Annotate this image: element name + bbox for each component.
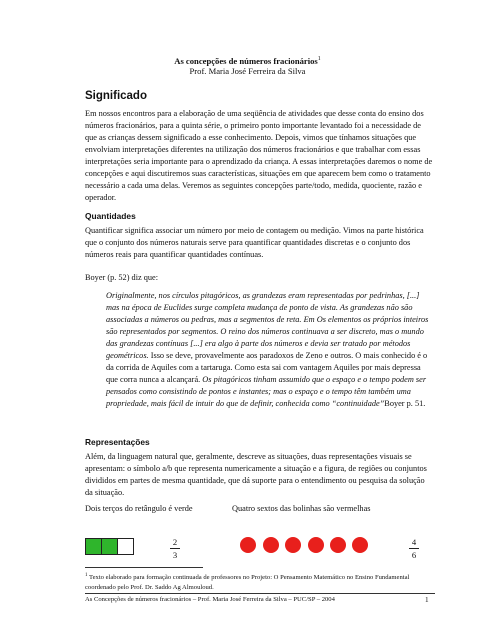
- red-ball: [352, 537, 368, 553]
- rectangle-part-2: [101, 538, 118, 555]
- right-figure-caption: Quatro sextos das bolinhas são vermelhas: [232, 504, 371, 513]
- red-ball: [263, 537, 279, 553]
- page-number: 1: [425, 596, 429, 604]
- boyer-quote: [106, 290, 432, 410]
- fraction-bar: [409, 548, 419, 549]
- red-ball: [330, 537, 346, 553]
- section-heading-representacoes: Representações: [85, 437, 150, 447]
- red-ball: [285, 537, 301, 553]
- intro-paragraph: Em nossos encontros para a elaboração de uma seqüência de atividades que desse conta do ensino dos números fracionários, para a quinta série, o primeiro ponto importante levantado foi a necessidade de que as crianças dessem significado a esse conhecimento. Depois, vimos que tínhamos situações que envolviam interpretações diferentes na utilização dos números fracionários e que trabalhar com essas interpretações seria importante para o aprendizado da criança. A essas interpretações daremos o nome de concepções e aqui discutiremos suas características, situações em que aparecem bem como o tratamento necessário a cada uma delas. Veremos as seguintes concepções parte/todo, medida, quociente, razão e operador.: [85, 109, 433, 202]
- left-fraction-denominator: 3: [172, 550, 178, 560]
- footer-rule: [85, 593, 435, 594]
- left-fraction: [170, 537, 180, 560]
- rectangle-part-1: [85, 538, 102, 555]
- right-fraction-denominator: 6: [411, 550, 417, 560]
- red-ball: [308, 537, 324, 553]
- left-figure-caption: Dois terços do retângulo é verde: [85, 504, 193, 513]
- quote-italic-part-2: Os pitagóricos tinham assumido que o espaço e o tempo podem ser pensados como consistindo de pontos e instantes; mas o espaço e o tempo têm também uma propriedade, mais fácil de intuir do que de definir, conhecida como “continuidade”: [106, 375, 427, 408]
- section-heading-significado: Significado: [85, 90, 147, 102]
- representacoes-paragraph: Além, da linguagem natural que, geralmente, descreve as situações, duas representações visuais se apresentam: o símbolo a/b que representa numericamente a situação e a figura, de regiões ou conjuntos divididos em partes de mesma quantidade, que dá suporte para o entendimento ou pesquisa da solução da situação.: [85, 452, 427, 497]
- left-fraction-numerator: 2: [172, 537, 178, 547]
- document-author: Prof. Maria José Ferreira da Silva: [189, 66, 306, 76]
- footnote-mark: 1: [85, 573, 88, 578]
- quote-italic-part-1: Originalmente, nos círculos pitagóricos, as grandezas eram representadas por pedrinhas, [...] mas na época de Euclides surge completa mudança de ponto de vista. As grandezas não são associadas a números ou pedras, mas a segmentos de reta. Em Os elementos os próprios inteiros são representados por segmentos. O reino dos números continuava a ser discreto, mas o mundo das grandezas contínuas [...] era algo à parte dos números e devia ser tratado por métodos geométricos.: [106, 291, 429, 360]
- right-fraction-numerator: 4: [411, 537, 417, 547]
- boyer-intro: Boyer (p. 52) diz que:: [85, 273, 159, 282]
- footnote-text: Texto elaborado para formação continuada de professores no Projeto: O Pensamento Matemático no Ensino Fundamental coordenado pelo Prof. Dr. Saddo Ag Almouloud.: [85, 574, 410, 592]
- right-fraction: [409, 537, 419, 560]
- quantidades-paragraph: Quantificar significa associar um número por meio de contagem ou medição. Vimos na parte histórica que o conjunto dos números naturais serve para quantificar quantidades discretas e o conjunto dos números reais para quantificar quantidades contínuas.: [85, 226, 424, 259]
- quote-reference: Boyer p. 51.: [384, 399, 426, 408]
- fraction-bar: [170, 548, 180, 549]
- page-footer: As Concepções de números fracionários – Prof. Maria José Ferreira da Silva – PUC/SP – 2004: [85, 596, 335, 603]
- section-heading-quantidades: Quantidades: [85, 211, 136, 221]
- footnote: [85, 571, 435, 593]
- title-text: As concepções de números fracionários: [174, 55, 318, 66]
- red-ball: [240, 537, 256, 553]
- title-footnote-mark: 1: [317, 56, 321, 62]
- footnote-separator: [85, 567, 203, 568]
- rectangle-part-3: [117, 538, 134, 555]
- document-title: [0, 54, 495, 67]
- quote-plain-part: Isso se deve, provavelmente aos paradoxos de Zeno e outros. O mais conhecido é o da corrida de Aquiles com a tartaruga. Como esta sai com vantagem Aquiles por mais depressa que corra nunca a alcançará.: [106, 351, 428, 384]
